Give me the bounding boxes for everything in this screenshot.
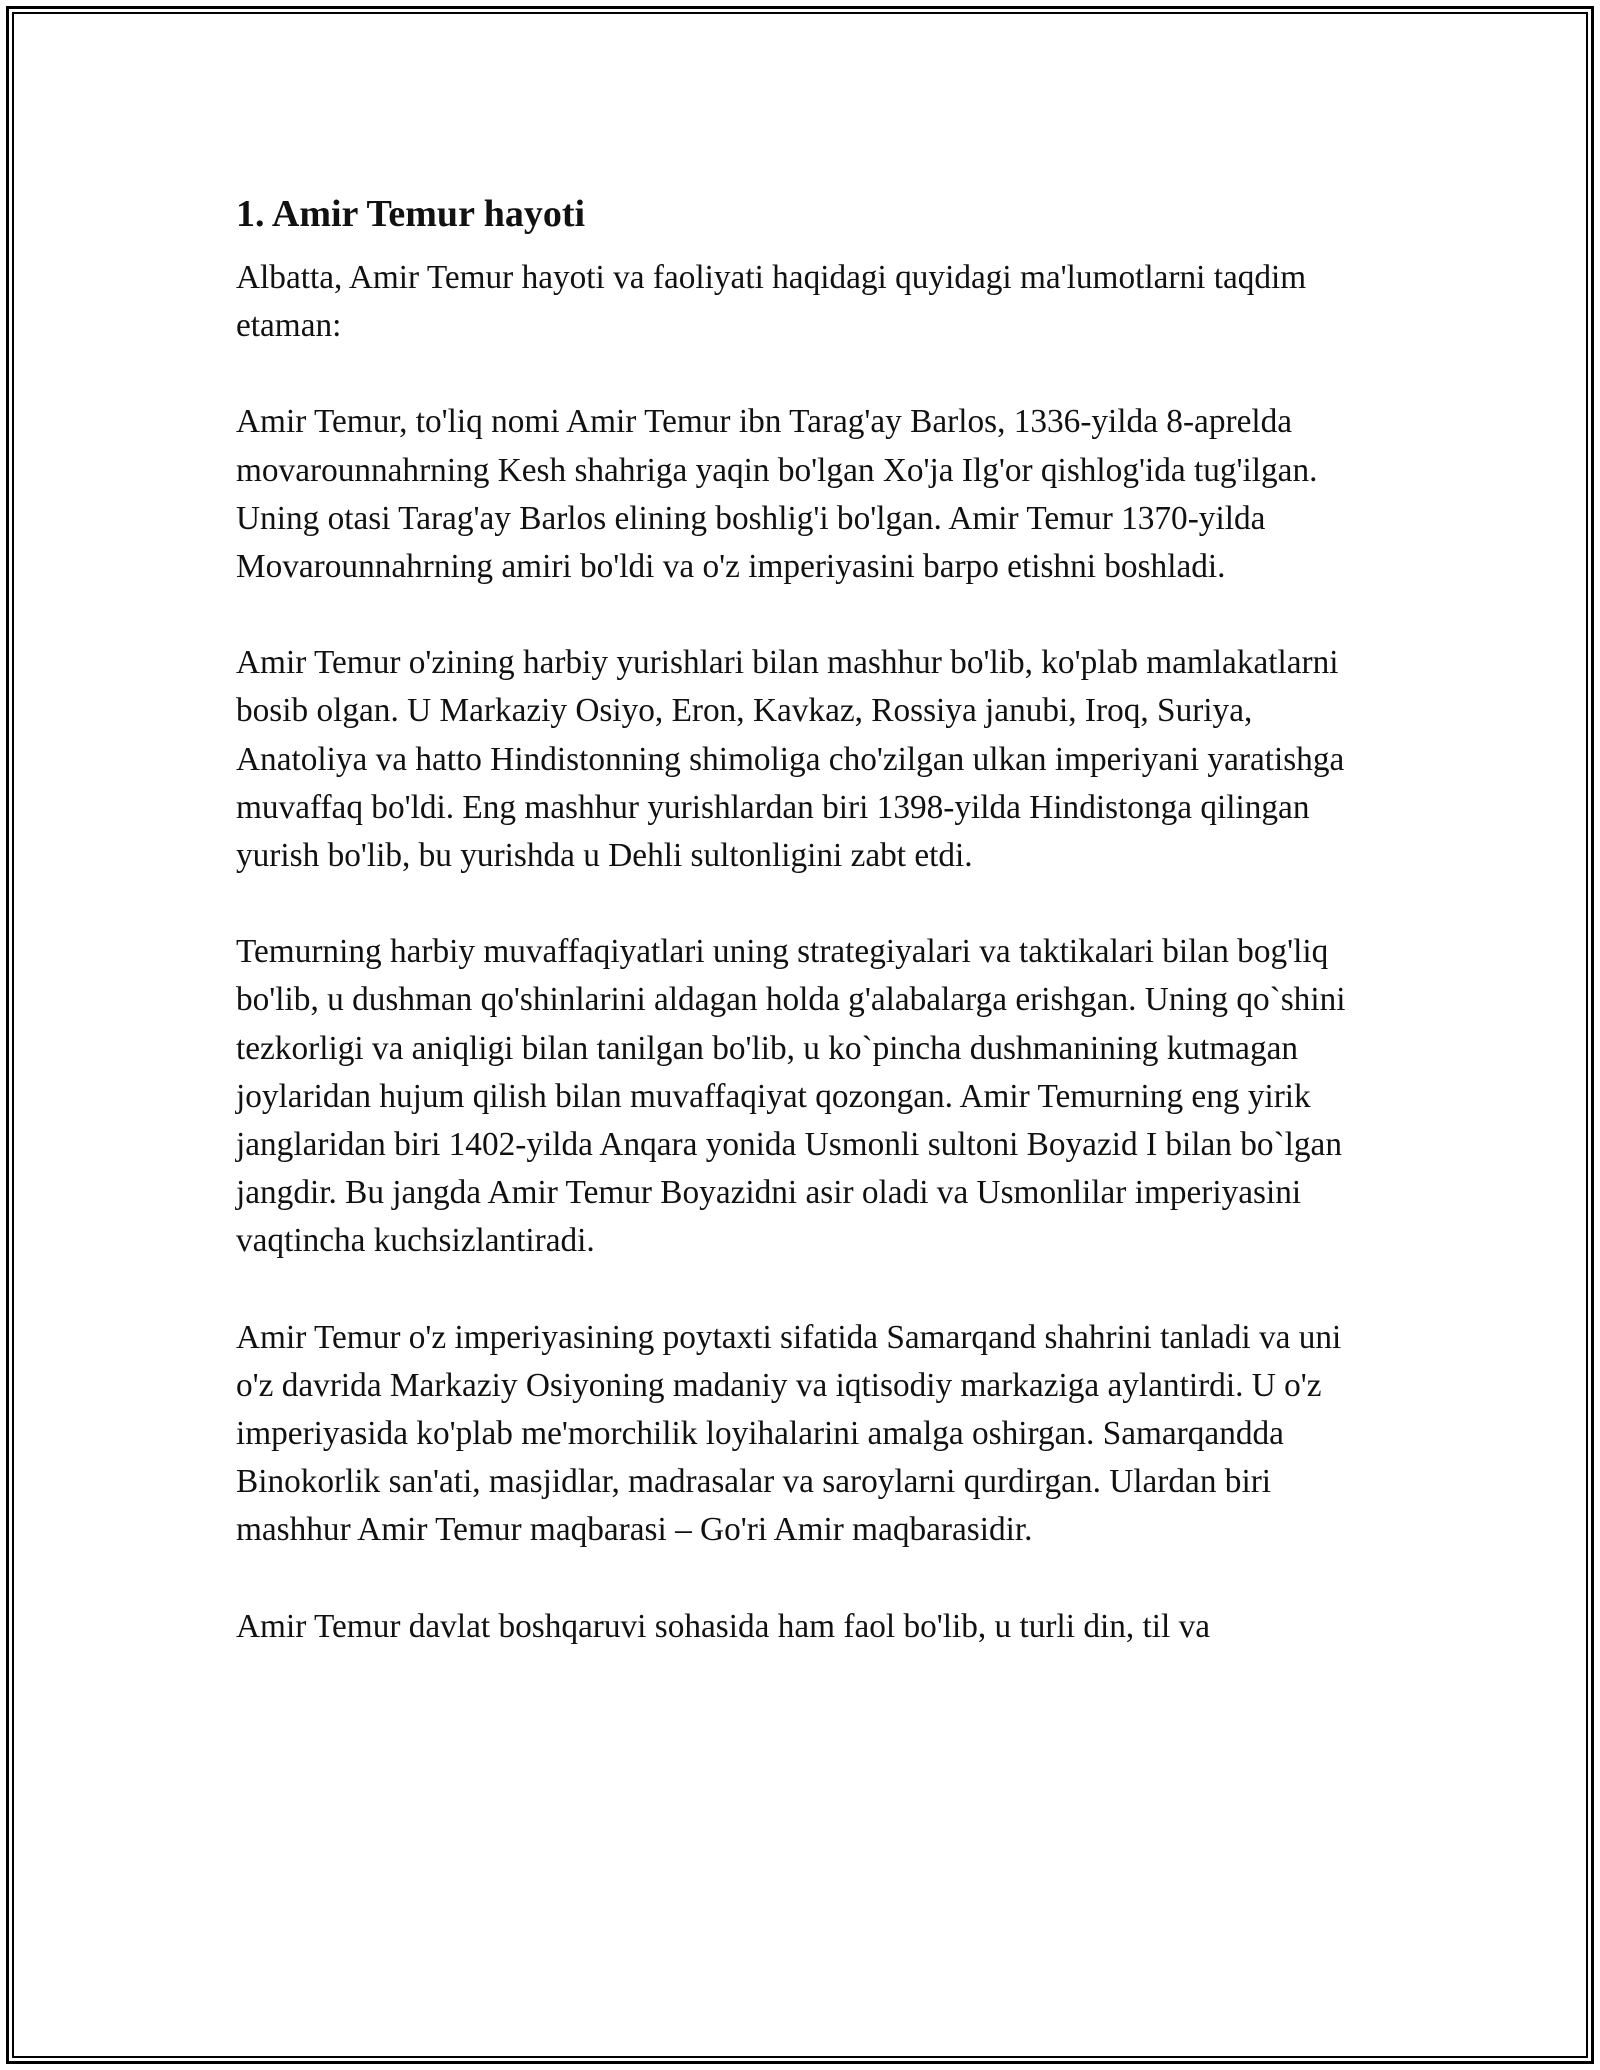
paragraph-campaigns: Amir Temur o'zining harbiy yurishlari bilan mashhur bo'lib, ko'plab mamlakatlarni bosib olgan. U Markaziy Osiyo, Eron, Kavkaz, Rossiya janubi, Iroq, Suriya, Anatoliya va hatto Hindistonning shimoliga cho'zilgan ulkan imperiyani yaratishga muvaffaq bo'ldi. Eng mashhur yurishlardan biri 1398-yilda Hindistonga qilingan yurish bo'lib, bu yurishda u Dehli sultonligini zabt etdi. bbox=[236, 644, 1345, 875]
paragraph-intro: Albatta, Amir Temur hayoti va faoliyati haqidagi quyidagi ma'lumotlarni taqdim etaman: bbox=[236, 259, 1307, 345]
paragraph-governance: Amir Temur davlat boshqaruvi sohasida ham faol bo'lib, u turli din, til va bbox=[236, 1607, 1211, 1645]
paragraph-birth: Amir Temur, to'liq nomi Amir Temur ibn Tarag'ay Barlos, 1336-yilda 8-aprelda movarounnahrning Kesh shahriga yaqin bo'lgan Xo'ja Ilg'or qishlog'ida tug'ilgan. Uning otasi Tarag'ay Barlos elining boshlig'i bo'lgan. Amir Temur 1370-yilda Movarounnahrning amiri bo'ldi va o'z imperiyasini barpo etishni boshladi. bbox=[236, 403, 1318, 586]
paragraph-military-success: Temurning harbiy muvaffaqiyatlari uning strategiyalari va taktikalari bilan bog'liq bo'lib, u dushman qo'shinlarini aldagan holda g'alabalarga erishgan. Uning qo`shini tezkorligi va aniqligi bilan tanilgan bo'lib, u ko`pincha dushmanining kutmagan joylaridan hujum qilish bilan muvaffaqiyat qozongan. Amir Temurning eng yirik janglaridan biri 1402-yilda Anqara yonida Usmonli sultoni Boyazid I bilan bo`lgan jangdir. Bu jangda Amir Temur Boyazidni asir oladi va Usmonlilar imperiyasini vaqtincha kuchsizlantiradi. bbox=[236, 933, 1346, 1260]
document-body bbox=[236, 186, 1366, 1699]
section-heading: 1. Amir Temur hayoti bbox=[236, 193, 586, 235]
paragraph-samarkand: Amir Temur o'z imperiyasining poytaxti sifatida Samarqand shahrini tanladi va uni o'z davrida Markaziy Osiyoning madaniy va iqtisodiy markaziga aylantirdi. U o'z imperiyasida ko'plab me'morchilik loyihalarini amalga oshirgan. Samarqandda Binokorlik san'ati, masjidlar, madrasalar va saroylarni qurdirgan. Ulardan biri mashhur Amir Temur maqbarasi – Go'ri Amir maqbarasidir. bbox=[236, 1318, 1342, 1549]
